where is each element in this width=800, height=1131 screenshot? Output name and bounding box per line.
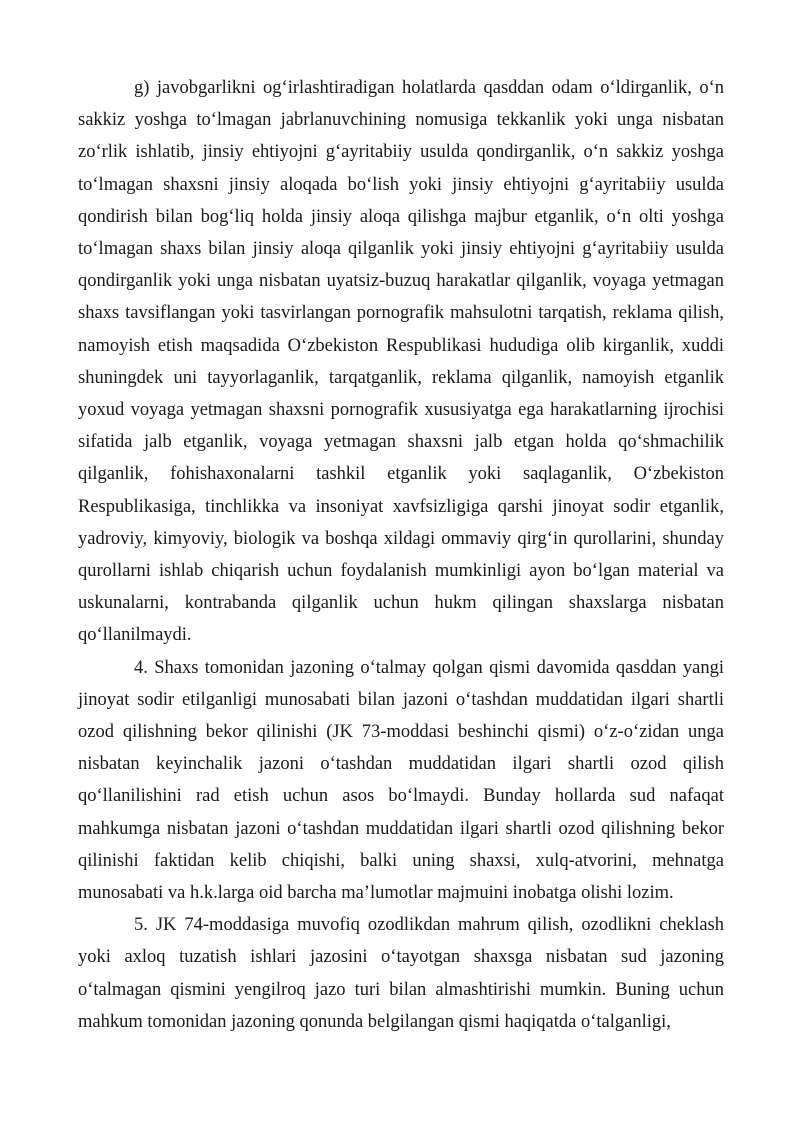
paragraph-5: 5. JK 74-moddasiga muvofiq ozodlikdan mahrum qilish, ozodlikni cheklash yoki axloq tuzatish ishlari jazosini o‘tayotgan shaxsga nisbatan sud jazoning o‘talmagan qismini yengilroq jazo turi bilan almashtirishi mumkin. Buning uchun mahkum tomonidan jazoning qonunda belgilangan qismi haqiqatda o‘talganligi, — [78, 915, 724, 1032]
paragraph-4: 4. Shaxs tomonidan jazoning o‘talmay qolgan qismi davomida qasddan yangi jinoyat sodir etilganligi munosabati bilan jazoni o‘tashdan muddatidan ilgari shartli ozod qilishning bekor qilinishi (JK 73-moddasi beshinchi qismi) o‘z-o‘zidan unga nisbatan keyinchalik jazoni o‘tashdan muddatidan ilgari shartli ozod qilish qo‘llanilishini rad etish uchun asos bo‘lmaydi. Bunday hollarda sud nafaqat mahkumga nisbatan jazoni o‘tashdan muddatidan ilgari shartli ozod qilishning bekor qilinishi faktidan kelib chiqishi, balki uning shaxsi, xulq-atvorini, mehnatga munosabati va h.k.larga oid barcha ma’lumotlar majmuini inobatga olishi lozim. — [78, 657, 724, 904]
paragraph-item-g: g) javobgarlikni og‘irlashtiradigan holatlarda qasddan odam o‘ldirganlik, o‘n sakkiz yoshga to‘lmagan jabrlanuvchining nomusiga tekkanlik yoki unga nisbatan zo‘rlik ishlatib, jinsiy ehtiyojni g‘ayritabiiy usulda qondirganlik, o‘n sakkiz yoshga to‘lmagan shaxsni jinsiy aloqada bo‘lish yoki jinsiy ehtiyojni g‘ayritabiiy usulda qondirish bilan bog‘liq holda jinsiy aloqa qilishga majbur etganlik, o‘n olti yoshga to‘lmagan shaxs bilan jinsiy aloqa qilganlik yoki jinsiy ehtiyojni g‘ayritabiiy usulda qondirganlik yoki unga nisbatan uyatsiz-buzuq harakatlar qilganlik, voyaga yetmagan shaxs tavsiflangan yoki tasvirlangan pornografik mahsulotni tarqatish, reklama qilish, namoyish etish maqsadida O‘zbekiston Respublikasi hududiga olib kirganlik, xuddi shuningdek uni tayyorlaganlik, tarqatganlik, reklama qilganlik, namoyish etganlik yoxud voyaga yetmagan shaxsni pornografik xususiyatga ega harakatlarning ijrochisi sifatida jalb etganlik, voyaga yetmagan shaxsni jalb etgan holda qo‘shmachilik qilganlik, fohishaxonalarni tashkil etganlik yoki saqlaganlik, O‘zbekiston Respublikasiga, tinchlikka va insoniyat xavfsizligiga qarshi jinoyat sodir etganlik, yadroviy, kimyoviy, biologik va boshqa xildagi ommaviy qirg‘in qurollarini, shunday qurollarni ishlab chiqarish uchun foydalanish mumkinligi ayon bo‘lgan material va uskunalarni, kontrabanda qilganlik uchun hukm qilingan shaxslarga nisbatan qo‘llanilmaydi. — [78, 78, 724, 646]
document-page — [78, 72, 724, 1038]
